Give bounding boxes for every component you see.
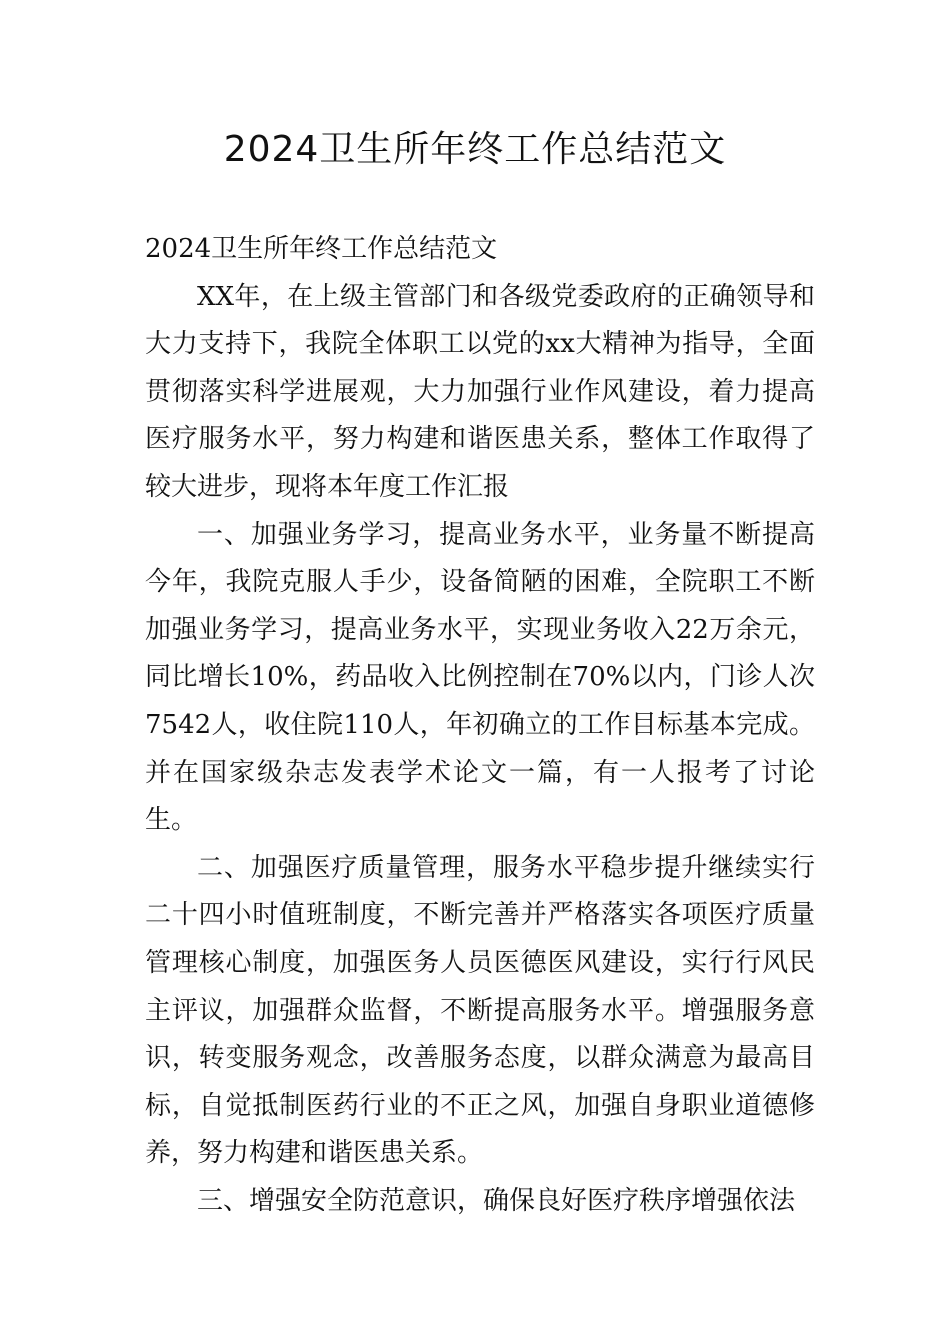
document-subtitle: 2024卫生所年终工作总结范文 [145,234,498,264]
document-body [145,226,815,1225]
paragraph-section-3: 三、增强安全防范意识，确保良好医疗秩序增强依法 [197,1185,796,1216]
paragraph-section-2: 二、加强医疗质量管理，服务水平稳步提升继续实行二十四小时值班制度，不断完善并严格落实各项医疗质量管理核心制度，加强医务人员医德医风建设，实行行风民主评议，加强群众监督，不断提高服务水平。增强服务意识，转变服务观念，改善服务态度，以群众满意为最高目标，自觉抵制医药行业的不正之风，加强自身职业道德修养，努力构建和谐医患关系。 [145,852,815,1169]
paragraph-intro: XX年，在上级主管部门和各级党委政府的正确领导和大力支持下，我院全体职工以党的xx大精神为指导，全面贯彻落实科学进展观，大力加强行业作风建设，着力提高医疗服务水平，努力构建和谐医患关系，整体工作取得了较大进步，现将本年度工作汇报 [145,281,815,502]
document-title: 2024卫生所年终工作总结范文 [223,129,727,170]
paragraph-section-1: 一、加强业务学习，提高业务水平，业务量不断提高今年，我院克服人手少，设备简陋的困难，全院职工不断加强业务学习，提高业务水平，实现业务收入22万余元，同比增长10%，药品收入比例控制在70%以内，门诊人次7542人，收住院110人，年初确立的工作目标基本完成。并在国家级杂志发表学术论文一篇，有一人报考了讨论生。 [145,519,815,836]
